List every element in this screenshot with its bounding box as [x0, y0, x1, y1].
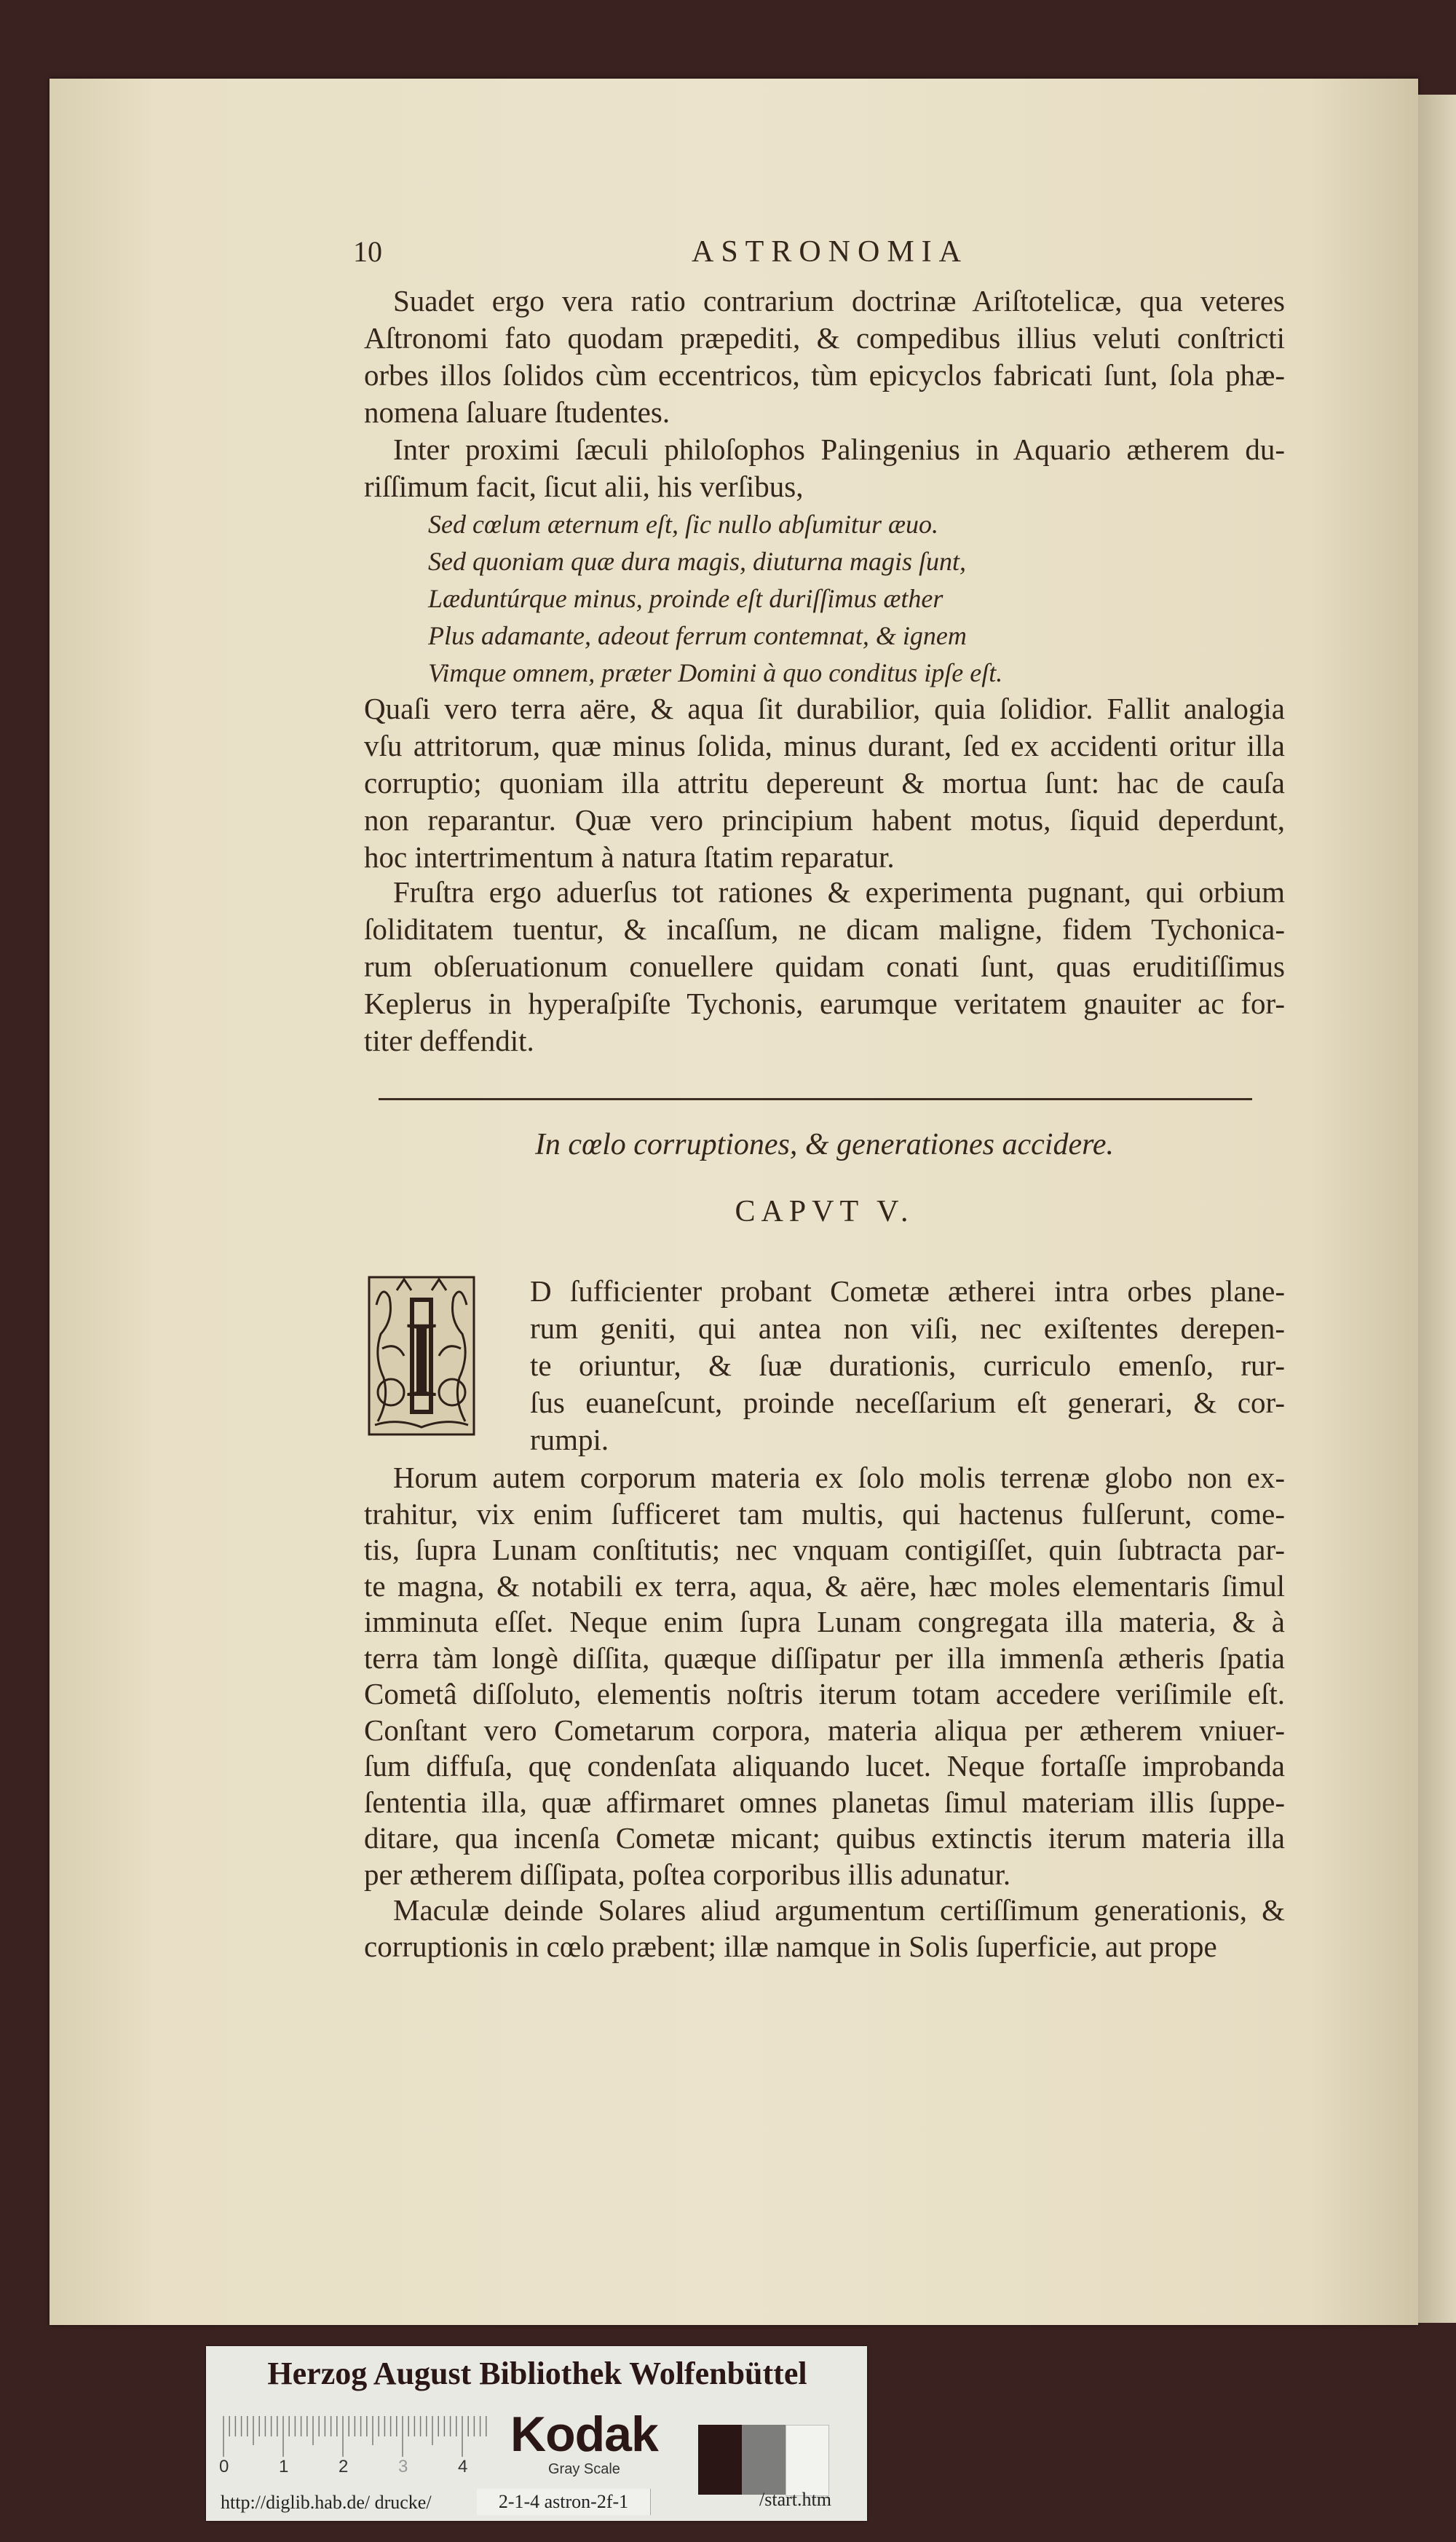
- text-line: rum geniti, qui antea non viſi, nec exiſtentes derepen-: [530, 1311, 1285, 1345]
- decorated-initial: [368, 1276, 475, 1436]
- shelfmark: 2-1-4 astron-2f-1: [477, 2489, 651, 2515]
- text-line: Conſtant vero Cometarum corpora, materia aliqua per ætherem vniuer-: [364, 1713, 1285, 1747]
- text-line: rumpi.: [530, 1423, 609, 1456]
- section-heading: In cœlo corruptiones, & generationes accidere.: [534, 1128, 1115, 1161]
- text-line: Quaſi vero terra aëre, & aqua ſit durabilior, quia ſolidior. Fallit analogia: [364, 692, 1285, 725]
- ruler: [221, 2413, 490, 2457]
- text-line: Maculæ deinde Solares aliud argumentum certiſſimum generationis, &: [393, 1893, 1285, 1927]
- text-line: D ſufficienter probant Cometæ ætherei intra orbes plane-: [530, 1274, 1285, 1308]
- text-line: hoc intertrimentum à natura ſtatim reparatur.: [364, 840, 895, 874]
- text-line: ſum diffuſa, quę condenſata aliquando lucet. Neque fortaſſe improbanda: [364, 1749, 1285, 1783]
- gray-scale-label: Gray Scale: [548, 2461, 620, 2477]
- text-line: ditare, qua incenſa Cometæ micant; quibus extinctis iterum materia illa: [364, 1821, 1285, 1855]
- text-line: per ætherem diſſipata, poſtea corporibus illis adunatur.: [364, 1857, 1011, 1891]
- ruler-ticks-icon: [221, 2413, 490, 2457]
- text-line: Suadet ergo vera ratio contrarium doctrinæ Ariſtotelicæ, qua veteres: [393, 284, 1285, 317]
- ornamental-initial-icon: [368, 1276, 475, 1436]
- text-line: Keplerus in hyperaſpiſte Tychonis, earumque veritatem gnauiter ac for-: [364, 987, 1285, 1020]
- library-label-card: [206, 2346, 867, 2521]
- text-line: non reparantur. Quæ vero principium habent motus, ſiquid deperdunt,: [364, 803, 1285, 837]
- text-line: titer deffendit.: [364, 1024, 534, 1057]
- url-suffix: /start.htm: [759, 2489, 831, 2510]
- scale-1: 1: [279, 2457, 289, 2476]
- url-prefix: http://diglib.hab.de/ drucke/: [221, 2492, 432, 2513]
- text-line: imminuta eſſet. Neque enim ſupra Lunam congregata illa materia, & à: [364, 1605, 1285, 1638]
- text-line: terra tàm longè diſſita, quæque diſſipatur per illa immenſa ætheris ſpatia: [364, 1641, 1285, 1675]
- page-number: 10: [353, 235, 382, 268]
- black-patch: [698, 2425, 742, 2495]
- text-line: corruptionis in cœlo præbent; illæ namque in Solis ſuperficie, aut prope: [364, 1929, 1217, 1963]
- section-divider: [379, 1098, 1252, 1100]
- next-page-edge: [1418, 95, 1456, 2323]
- text-line: Aſtronomi fato quodam præpediti, & compedibus illius veluti conſtricti: [364, 321, 1285, 355]
- scale-2: 2: [339, 2457, 349, 2476]
- text-line: orbes illos ſolidos cùm eccentricos, tùm epicyclos fabricati ſunt, ſola phæ-: [364, 358, 1285, 392]
- scale-4: 4: [458, 2457, 468, 2476]
- text-line: ſus euaneſcunt, proinde neceſſarium eſt generari, & cor-: [530, 1386, 1285, 1419]
- running-title: ASTRONOMIA: [691, 235, 968, 269]
- text-line: Horum autem corporum materia ex ſolo molis terrenæ globo non ex-: [393, 1461, 1285, 1494]
- text-line: Fruſtra ergo aduerſus tot rationes & experimenta pugnant, qui orbium: [393, 875, 1285, 909]
- scale-3: 3: [398, 2457, 408, 2476]
- institution-name: Herzog August Bibliothek Wolfenbüttel: [267, 2356, 807, 2391]
- text-line: Plus adamante, adeout ferrum contemnat, & ignem: [428, 621, 967, 650]
- svg-text:I: I: [403, 1299, 440, 1420]
- text-line: ſoliditatem tuentur, & incaſſum, ne dicam maligne, fidem Tychonica-: [364, 912, 1285, 946]
- text-line: te oriuntur, & ſuæ durationis, curriculo emenſo, rur-: [530, 1349, 1285, 1382]
- text-line: nomena ſaluare ſtudentes.: [364, 395, 670, 429]
- text-line: Sed quoniam quæ dura magis, diuturna magis ſunt,: [428, 547, 967, 576]
- text-line: Vimque omnem, præter Domini à quo conditus ipſe eſt.: [428, 658, 1003, 687]
- text-line: Cometâ diſſoluto, elementis noſtris iterum totam accedere veriſimile eſt.: [364, 1677, 1285, 1710]
- scale-0: 0: [219, 2457, 229, 2476]
- text-line: ſententia illa, quæ affirmaret omnes planetas ſimul materiam illis ſuppe-: [364, 1785, 1285, 1819]
- text-line: corruptio; quoniam illa attritu depereunt & mortua ſunt: hac de cauſa: [364, 766, 1285, 800]
- text-line: rum obſeruationum conuellere quidam conati ſunt, quas eruditiſſimus: [364, 950, 1285, 983]
- text-line: trahitur, vix enim ſufficeret tam multis, qui hactenus fulſerunt, come-: [364, 1496, 1285, 1531]
- white-patch: [786, 2425, 829, 2496]
- text-line: tis, ſupra Lunam conſtitutis; nec vnquam contigiſſet, quin ſubtracta par-: [364, 1533, 1285, 1566]
- text-line: Sed cœlum æternum eſt, ſic nullo abſumitur æuo.: [428, 510, 938, 539]
- kodak-brand: Kodak: [510, 2407, 658, 2462]
- text-line: riſſimum facit, ſicut alii, his verſibus,: [364, 470, 804, 503]
- gray-patch: [742, 2425, 786, 2495]
- text-line: vſu attritorum, quæ minus ſolida, minus durant, ſed ex accidenti oritur illa: [364, 729, 1285, 762]
- text-line: Læduntúrque minus, proinde eſt duriſſimus æther: [428, 584, 943, 613]
- chapter-title: CAPVT V.: [735, 1195, 914, 1228]
- text-line: te magna, & notabili ex terra, aqua, & aëre, hæc moles elementaris ſimul: [364, 1568, 1285, 1603]
- text-line: Inter proximi ſæculi philoſophos Palingenius in Aquario ætherem du-: [393, 433, 1285, 466]
